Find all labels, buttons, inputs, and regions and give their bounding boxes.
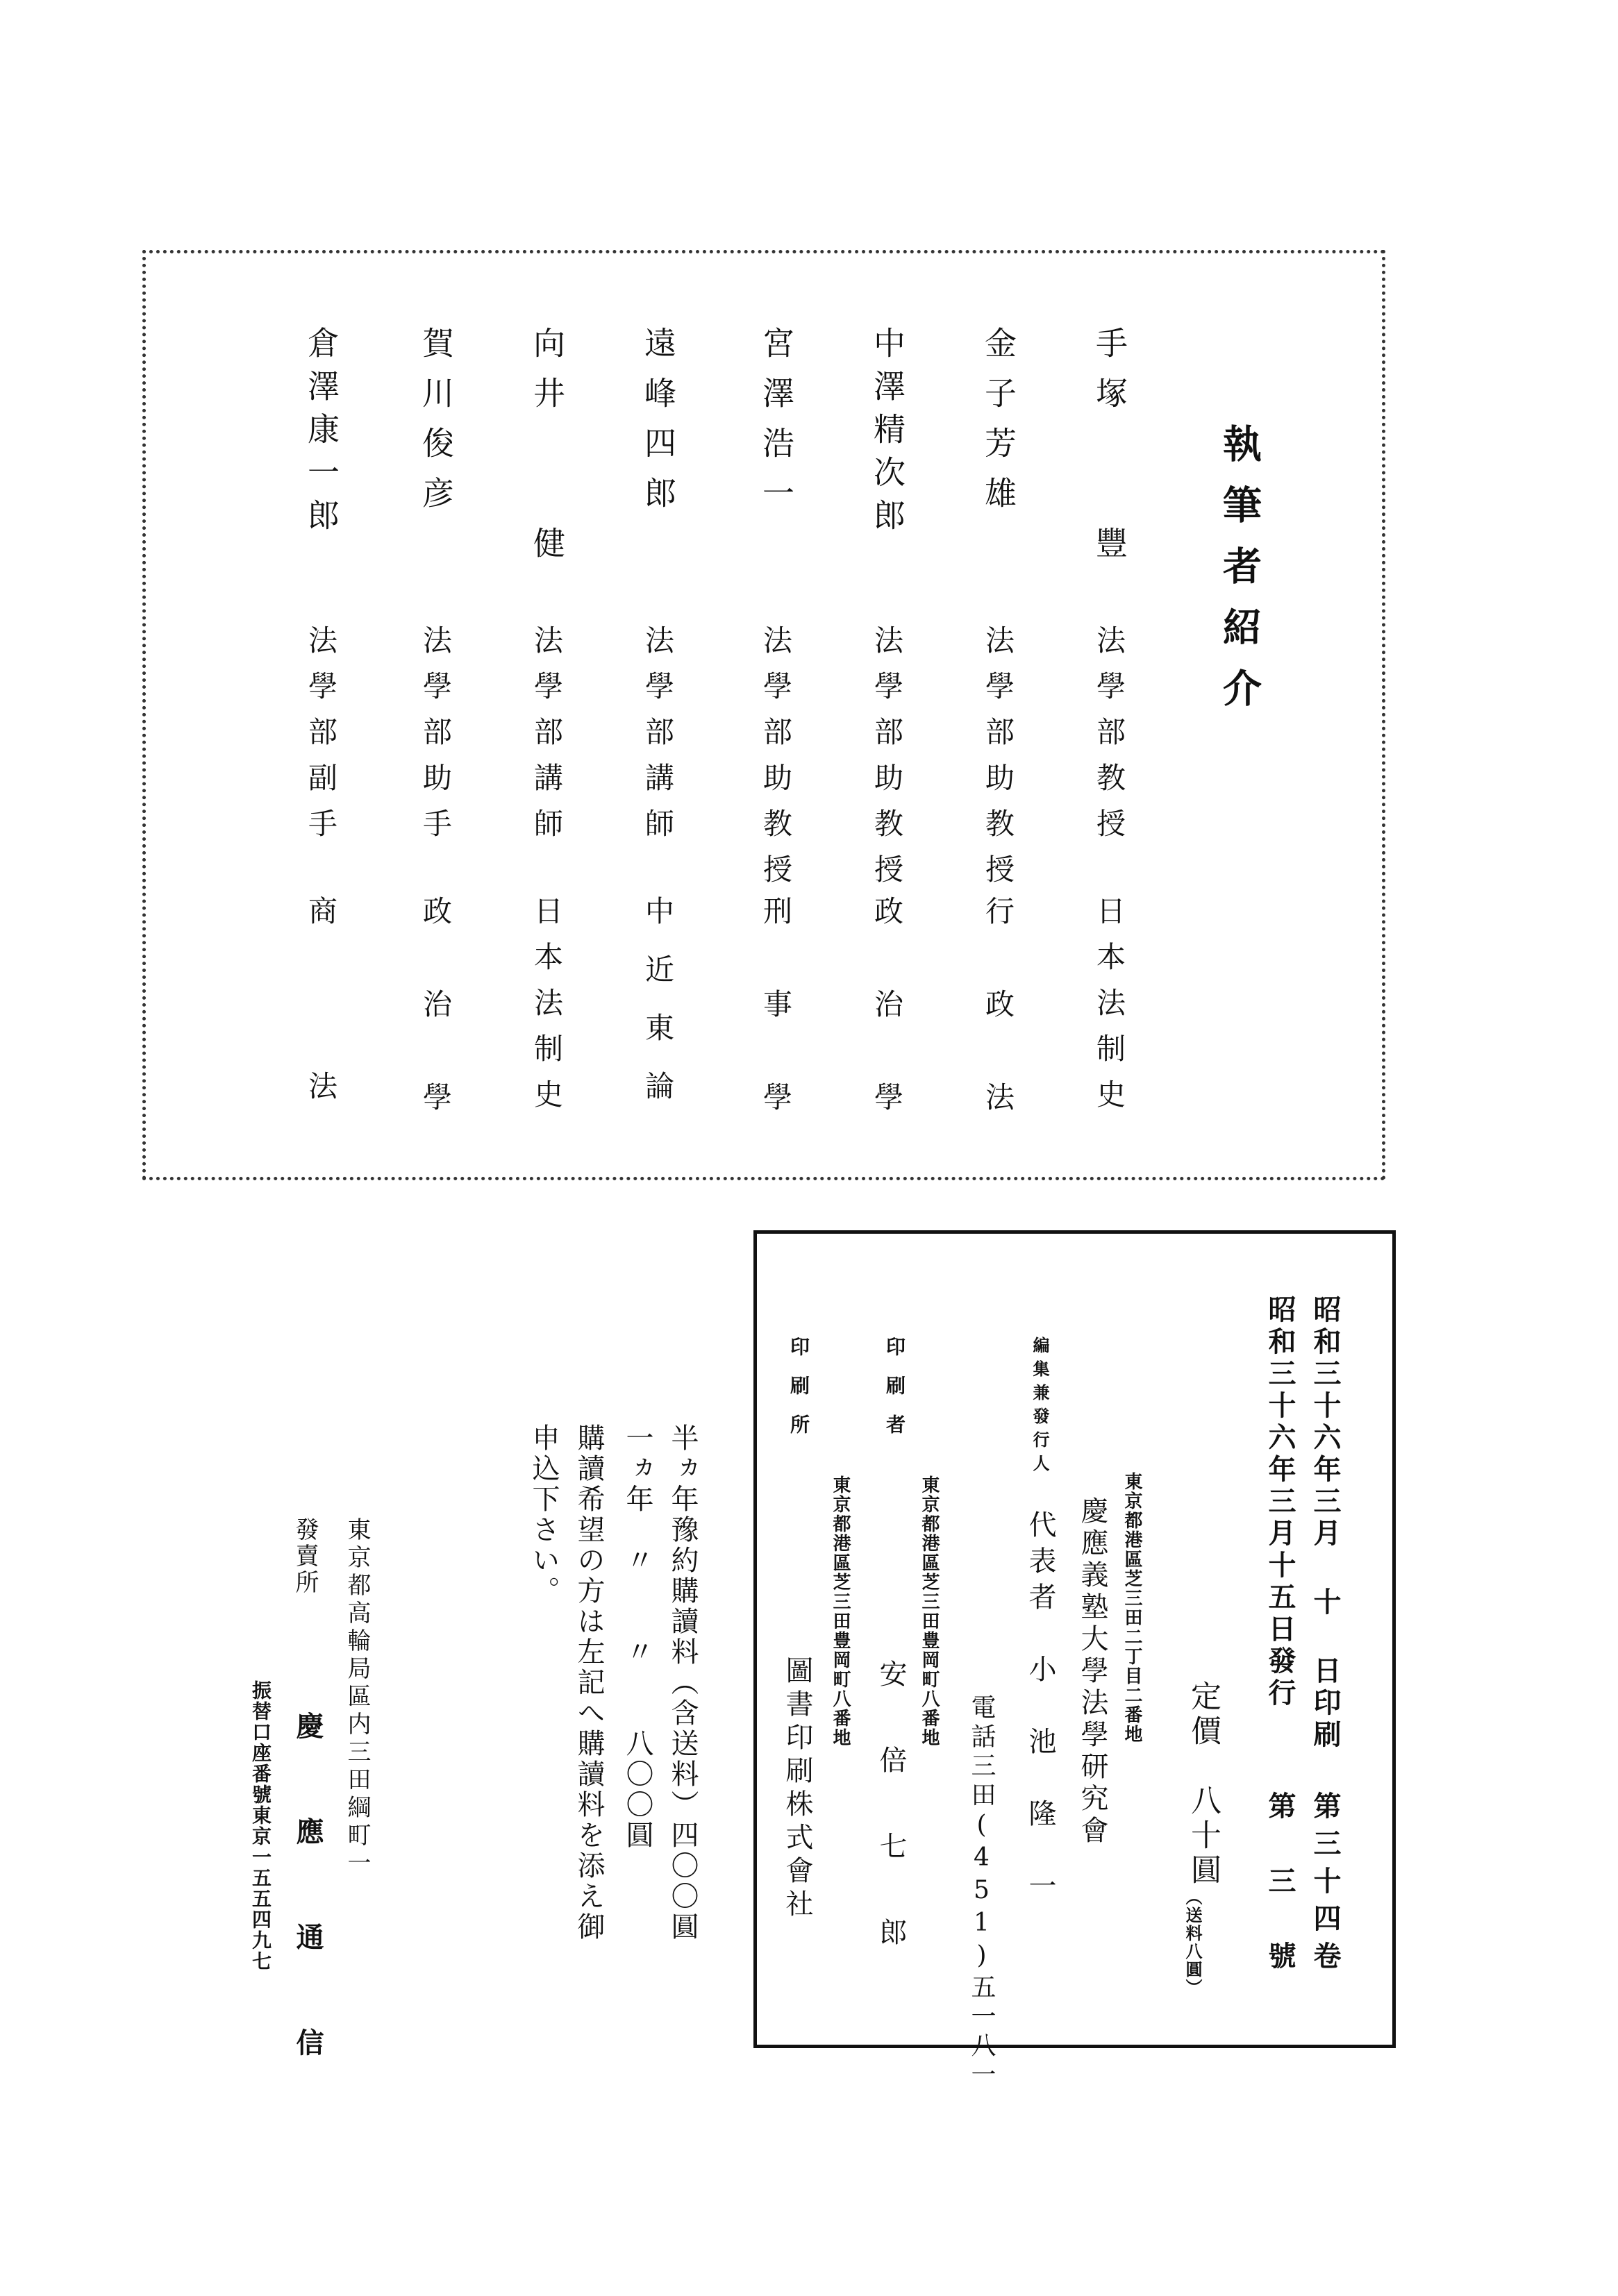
contributors-title: 執筆者紹介	[1217, 424, 1262, 729]
printing-office: 圖書印刷株式會社	[781, 1656, 813, 1922]
contributor-subject: 日本法制史	[530, 896, 564, 1125]
contributor-subject: 商法	[304, 896, 338, 1246]
sales-label: 發賣所	[291, 1517, 319, 1596]
subscription-note: 申込下さい。	[528, 1423, 560, 1607]
issue-number: 第 三 號	[1264, 1791, 1296, 1979]
contributor-name: 向井 健	[528, 326, 566, 576]
editor-address: 東京都港區芝三田二丁目二番地	[1121, 1472, 1142, 1744]
contributor-position: 法學部助手	[419, 625, 453, 854]
contributor-subject: 政治學	[870, 896, 904, 1175]
contributor-position: 法學部講師	[530, 625, 564, 854]
issued-date: 昭和三十六年三月十五日發行	[1264, 1295, 1296, 1710]
price: 定價 八十圓	[1185, 1680, 1221, 1888]
contributor-name: 倉澤康一郎	[303, 326, 340, 542]
sales-address: 東京都高輪局區内三田綱町一	[343, 1517, 371, 1878]
editor-label: 編集兼發行人	[1030, 1336, 1050, 1478]
contributor-subject: 行政法	[981, 896, 1015, 1175]
printer-label: 印刷者	[883, 1336, 906, 1453]
subscription-note: 購讀希望の方は左記へ購讀料を添え御	[573, 1423, 605, 1943]
contributor-position: 法學部教授	[1092, 625, 1126, 854]
contributor-name: 賀川俊彦	[417, 326, 455, 526]
printing-office-address: 東京都港區芝三田豊岡町八番地	[830, 1475, 851, 1748]
contributor-subject: 中近東論	[641, 896, 675, 1129]
representative: 代表者 小 池 隆 一	[1024, 1510, 1056, 1907]
subscription-half-year: 半ヵ年豫約購讀料（含送料）四〇〇圓	[667, 1423, 699, 1943]
printer-name: 安 倍 七 郎	[875, 1659, 907, 1961]
contributor-position: 法學部助教授	[981, 625, 1015, 900]
editor-org: 慶應義塾大學法學研究會	[1076, 1496, 1108, 1847]
printer-address: 東京都港區芝三田豊岡町八番地	[919, 1475, 940, 1748]
contributor-subject: 刑事學	[759, 896, 793, 1175]
contributor-name: 手塚 豐	[1091, 326, 1128, 576]
volume-number: 第三十四卷	[1309, 1791, 1342, 1979]
price-note: （送料八圓）	[1183, 1888, 1203, 1997]
contributor-position: 法學部講師	[641, 625, 675, 854]
contributor-name: 金子芳雄	[980, 326, 1017, 526]
subscription-one-year: 一ヵ年 〃 〃 八〇〇圓	[622, 1423, 653, 1851]
printing-office-label: 印刷所	[787, 1336, 810, 1453]
contributor-name: 中澤精次郎	[869, 326, 906, 542]
sales-name: 慶 應 通 信	[292, 1711, 324, 2081]
contributor-subject: 日本法制史	[1092, 896, 1126, 1125]
printed-date: 昭和三十六年三月 十 日印刷	[1309, 1295, 1342, 1752]
contributor-name: 遠峰四郎	[640, 326, 677, 526]
contributor-position: 法學部副手	[304, 625, 338, 854]
contributor-subject: 政治學	[419, 896, 453, 1175]
contributor-position: 法學部助教授	[870, 625, 904, 900]
contributor-position: 法學部助教授	[759, 625, 793, 900]
contributor-name: 宮澤浩一	[758, 326, 795, 526]
phone: 電話三田(451)五一八一	[967, 1694, 996, 2090]
sales-account: 振替口座番號東京一五五四九七	[249, 1680, 272, 1972]
